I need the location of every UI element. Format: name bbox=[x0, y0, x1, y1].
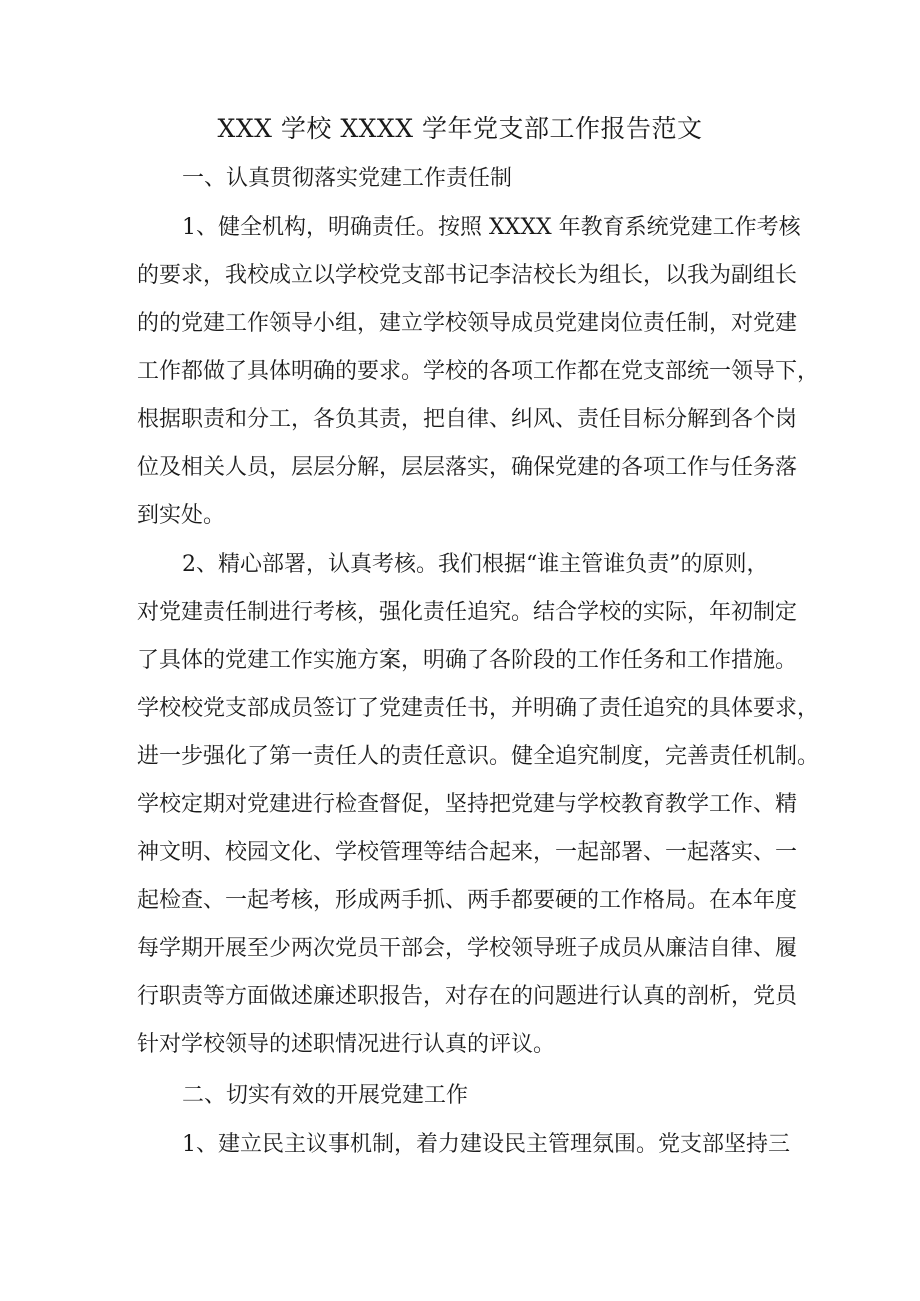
paragraph-3-line: 1、建立民主议事机制，着力建设民主管理氛围。党支部坚持三 bbox=[182, 1132, 790, 1157]
paragraph-2-line: 学校校党支部成员签订了党建责任书，并明确了责任追究的具体要求， bbox=[137, 696, 820, 721]
paragraph-1-line: 根据职责和分工，各负其责，把自律、纠风、责任目标分解到各个岗 bbox=[137, 407, 798, 432]
paragraph-1-line: 到实处。 bbox=[137, 503, 226, 528]
paragraph-1-line: 1、健全机构，明确责任。按照 XXXX 年教育系统党建工作考核 bbox=[182, 215, 801, 240]
paragraph-2-line: 起检查、一起考核，形成两手抓、两手都要硬的工作格局。在本年度 bbox=[137, 888, 798, 913]
paragraph-2-line: 每学期开展至少两次党员干部会，学校领导班子成员从廉洁自律、履 bbox=[137, 936, 798, 961]
paragraph-1-line: 的要求，我校成立以学校党支部书记李洁校长为组长，以我为副组长 bbox=[137, 263, 798, 288]
paragraph-2-line: 学校定期对党建进行检查督促，坚持把党建与学校教育教学工作、精 bbox=[137, 792, 798, 817]
section-heading-2: 二、切实有效的开展党建工作 bbox=[182, 1083, 469, 1108]
paragraph-2-line: 了具体的党建工作实施方案，明确了各阶段的工作任务和工作措施。 bbox=[137, 648, 798, 673]
document-title: XXX 学校 XXXX 学年党支部工作报告范文 bbox=[217, 114, 703, 143]
section-heading-1: 一、认真贯彻落实党建工作责任制 bbox=[182, 166, 513, 191]
paragraph-2-line: 行职责等方面做述廉述职报告，对存在的问题进行认真的剖析，党员 bbox=[137, 984, 798, 1009]
paragraph-2-line: 2、精心部署，认真考核。我们根据“谁主管谁负责”的原则， bbox=[182, 552, 769, 577]
paragraph-2-line: 针对学校领导的述职情况进行认真的评议。 bbox=[137, 1032, 556, 1057]
paragraph-1-line: 位及相关人员，层层分解，层层落实，确保党建的各项工作与任务落 bbox=[137, 455, 798, 480]
paragraph-1-line: 工作都做了具体明确的要求。学校的各项工作都在党支部统一领导下， bbox=[137, 359, 820, 384]
paragraph-2-line: 神文明、校园文化、学校管理等结合起来，一起部署、一起落实、一 bbox=[137, 840, 798, 865]
paragraph-1-line: 的的党建工作领导小组，建立学校领导成员党建岗位责任制，对党建 bbox=[137, 311, 798, 336]
paragraph-2-line: 对党建责任制进行考核，强化责任追究。结合学校的实际，年初制定 bbox=[137, 600, 798, 625]
paragraph-2-line: 进一步强化了第一责任人的责任意识。健全追究制度，完善责任机制。 bbox=[137, 744, 820, 769]
